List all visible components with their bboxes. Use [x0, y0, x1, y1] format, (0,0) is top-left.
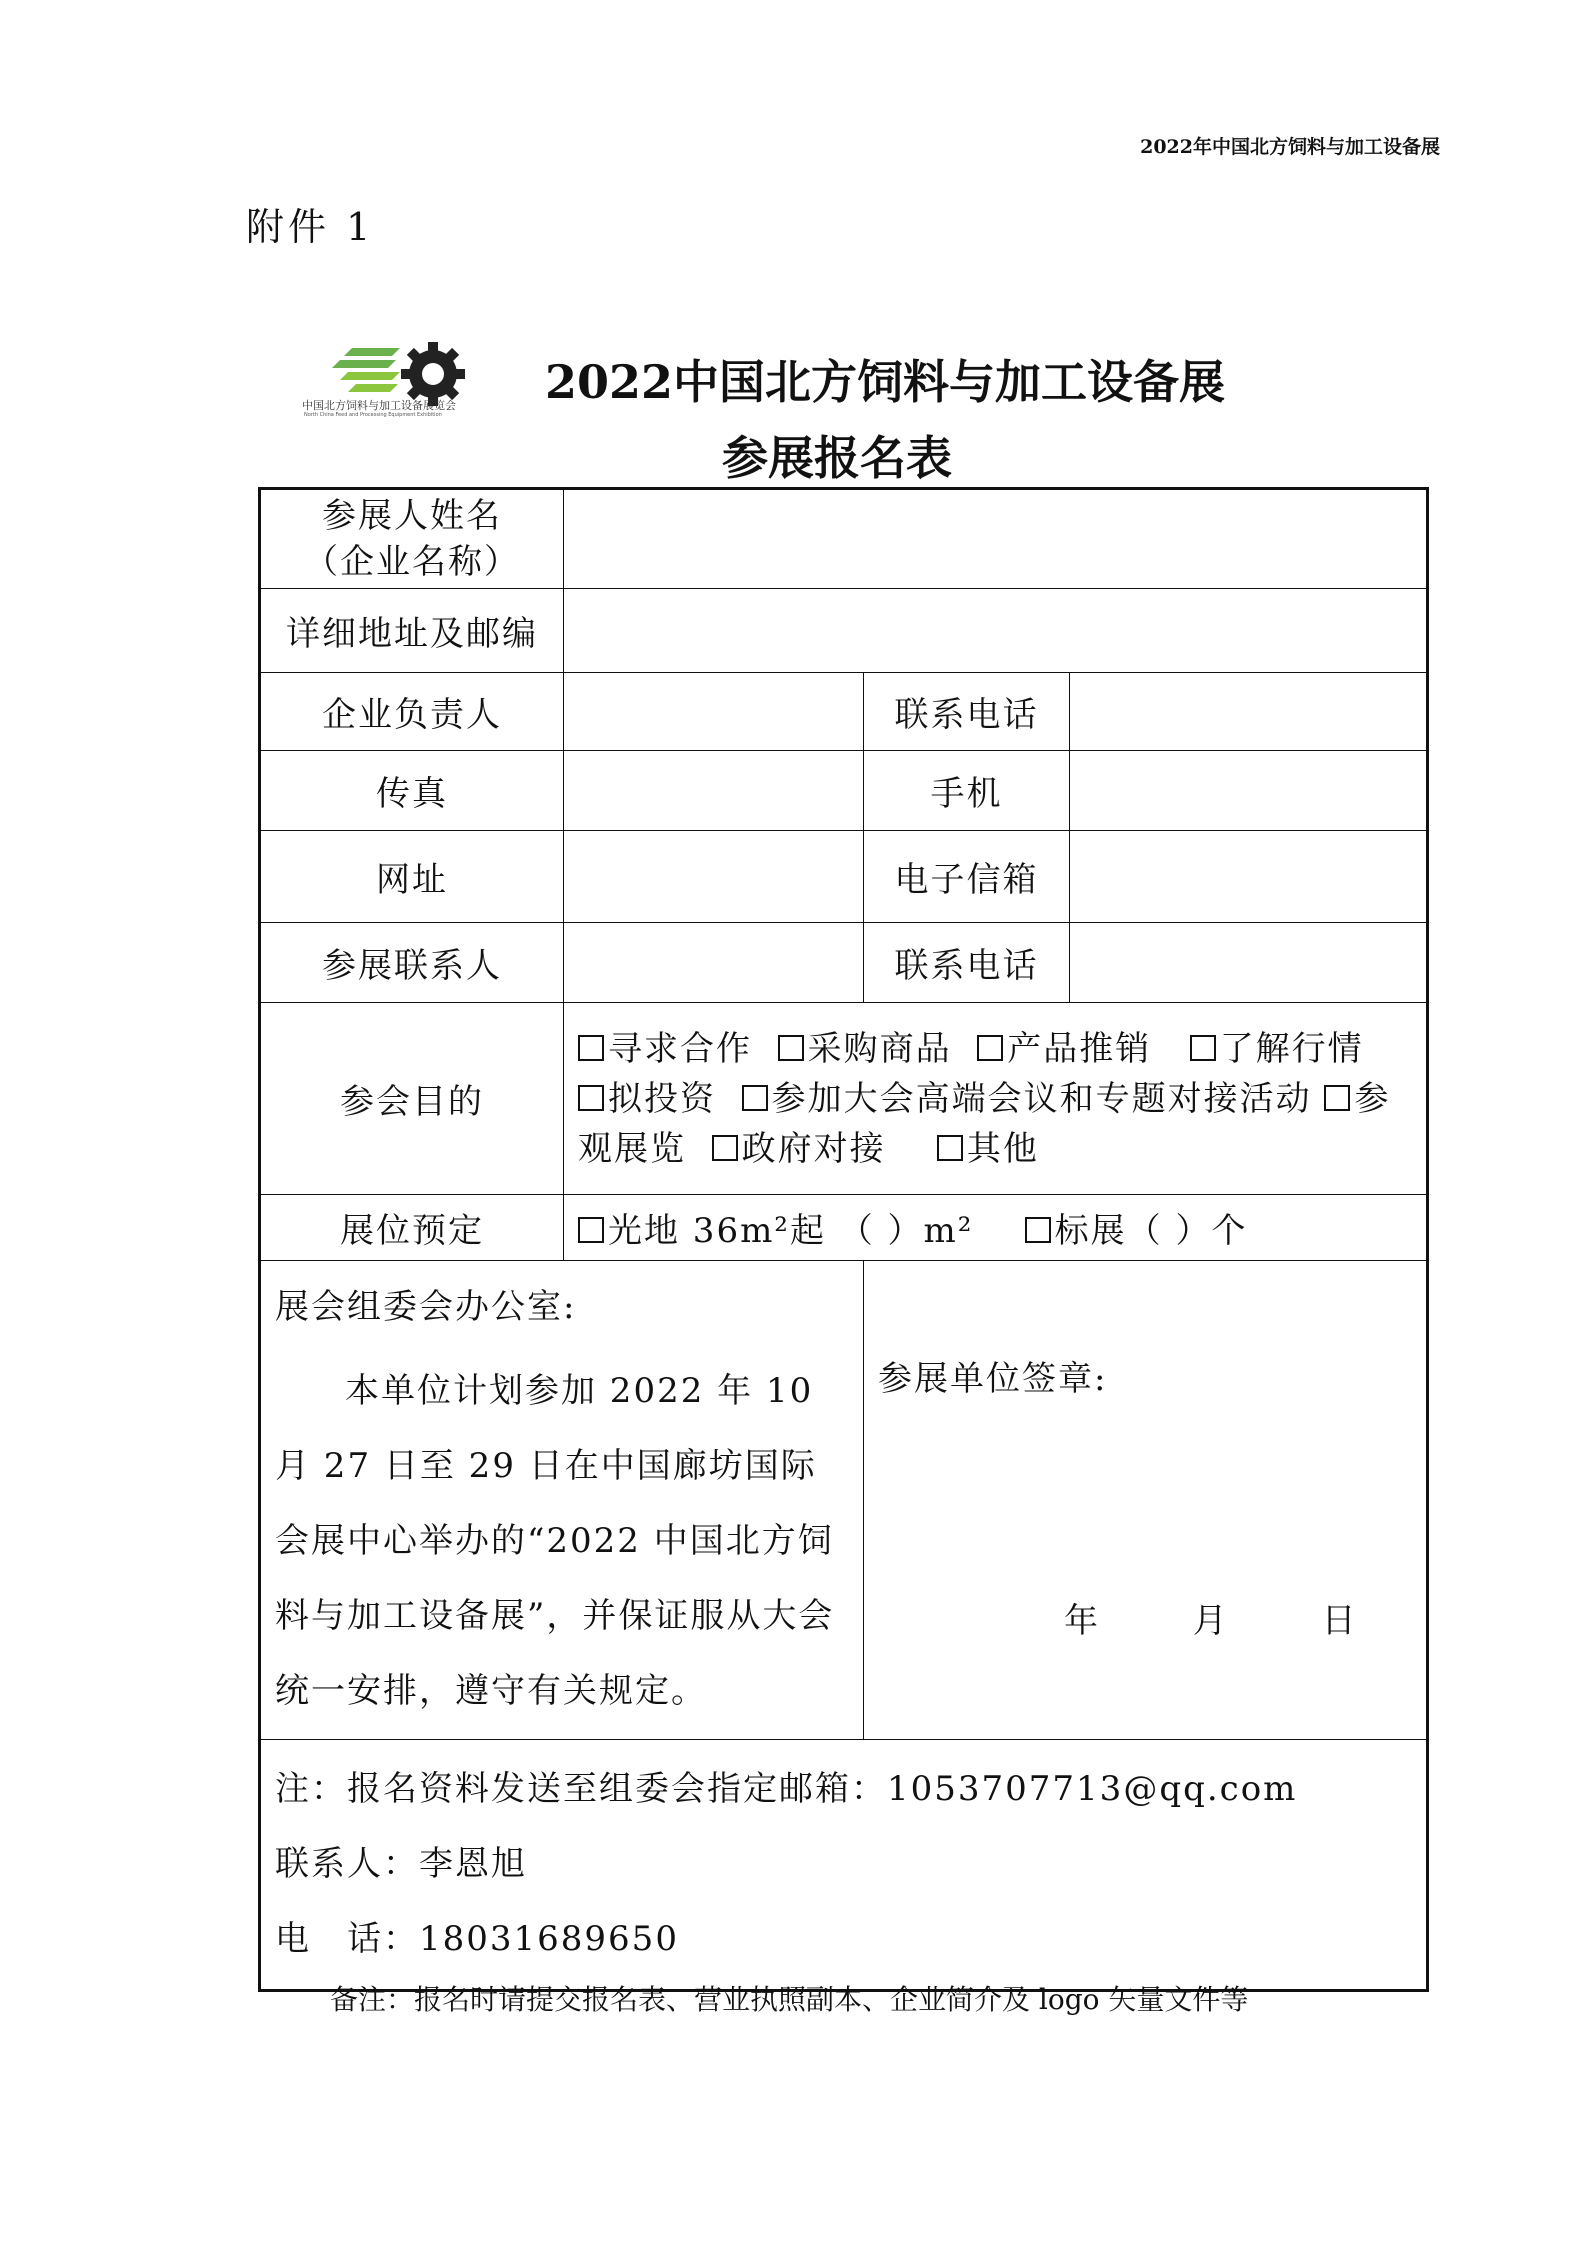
fax-field[interactable]: [564, 751, 864, 831]
mobile-label: 手机: [864, 751, 1070, 831]
note-phone: 电 话：18031689650: [275, 1919, 679, 1959]
checkbox-icon[interactable]: [1025, 1217, 1051, 1243]
checkbox-icon[interactable]: [712, 1135, 738, 1161]
checkbox-icon[interactable]: [1190, 1035, 1216, 1061]
contact-phone-label: 联系电话: [864, 923, 1070, 1003]
attachment-label: 附件 1: [246, 205, 375, 249]
booth-options: [564, 1195, 1428, 1261]
contact-person-field[interactable]: [564, 923, 864, 1003]
document-subtitle: 参展报名表: [722, 431, 952, 485]
header-title: 2022年中国北方饲料与加工设备展: [1140, 136, 1440, 158]
company-head-field[interactable]: [564, 673, 864, 751]
purpose-option-visit[interactable]: 参观展览: [578, 1078, 1391, 1169]
exhibitor-name-field[interactable]: [564, 489, 1428, 589]
form-row-booth: [260, 1195, 1428, 1261]
signature-cell[interactable]: [864, 1261, 1428, 1740]
document-title: 2022中国北方饲料与加工设备展: [545, 355, 1226, 409]
website-label: 网址: [260, 831, 564, 923]
purpose-option-purchase[interactable]: 采购商品: [778, 1029, 952, 1069]
checkbox-icon[interactable]: [742, 1085, 768, 1111]
checkbox-icon[interactable]: [977, 1035, 1003, 1061]
contact-note-cell: [260, 1740, 1428, 1991]
form-row-purpose: [260, 1003, 1428, 1195]
form-row-note: [260, 1740, 1428, 1991]
registration-form: [258, 487, 1429, 1992]
checkbox-icon[interactable]: [578, 1035, 604, 1061]
note-contact: 联系人：李恩旭: [275, 1844, 527, 1884]
head-phone-label: 联系电话: [864, 673, 1070, 751]
purpose-option-invest[interactable]: 拟投资: [578, 1079, 716, 1119]
organizer-office-cell: [260, 1261, 864, 1740]
website-field[interactable]: [564, 831, 864, 923]
address-field[interactable]: [564, 589, 1428, 673]
form-row-fax: [260, 751, 1428, 831]
checkbox-icon[interactable]: [778, 1035, 804, 1061]
form-row-declaration: [260, 1261, 1428, 1740]
purpose-option-government[interactable]: 政府对接: [712, 1129, 886, 1169]
head-phone-field[interactable]: [1070, 673, 1428, 751]
checkbox-icon[interactable]: [578, 1085, 604, 1111]
booth-option-raw-space[interactable]: 光地 36m²起 （ ）m²: [578, 1211, 973, 1251]
signature-date: 年 月 日: [1064, 1601, 1358, 1641]
purpose-option-promotion[interactable]: 产品推销: [977, 1029, 1151, 1069]
checkbox-icon[interactable]: [937, 1135, 963, 1161]
form-row-address: [260, 589, 1428, 673]
address-label: 详细地址及邮编: [260, 589, 564, 673]
organizer-office-title: 展会组委会办公室:: [275, 1287, 577, 1327]
mobile-field[interactable]: [1070, 751, 1428, 831]
declaration-text: 本单位计划参加 2022 年 10 月 27 日至 29 日在中国廊坊国际会展中心举办的“2022 中国北方饲料与加工设备展”，并保证服从大会统一安排，遵守有关规定。: [275, 1371, 835, 1711]
purpose-label: 参会目的: [260, 1003, 564, 1195]
booth-option-standard[interactable]: 标展（ ）个: [1025, 1211, 1248, 1251]
purpose-option-other[interactable]: 其他: [937, 1129, 1039, 1169]
checkbox-icon[interactable]: [1324, 1085, 1350, 1111]
fax-label: 传真: [260, 751, 564, 831]
form-row-name: [260, 489, 1428, 589]
purpose-option-market[interactable]: 了解行情: [1190, 1029, 1364, 1069]
speed-lines-icon: [332, 348, 400, 392]
logo-caption: 中国北方饲料与加工设备展览会: [302, 399, 456, 412]
form-row-web: [260, 831, 1428, 923]
logo-subcaption: North China Feed and Processing Equipment Exhibition: [304, 412, 442, 418]
booth-label: 展位预定: [260, 1195, 564, 1261]
form-row-head: [260, 673, 1428, 751]
purpose-option-conference[interactable]: 参加大会高端会议和专题对接活动: [742, 1079, 1312, 1119]
email-label: 电子信箱: [864, 831, 1070, 923]
company-head-label: 企业负责人: [260, 673, 564, 751]
footer-note: 备注：报名时请提交报名表、营业执照副本、企业简介及 logo 矢量文件等: [330, 1983, 1249, 2016]
email-field[interactable]: [1070, 831, 1428, 923]
exhibitor-name-label-line1: 参展人姓名: [322, 496, 502, 536]
exhibitor-name-label: [260, 489, 564, 589]
contact-person-label: 参展联系人: [260, 923, 564, 1003]
signature-label: 参展单位签章:: [878, 1359, 1108, 1399]
checkbox-icon[interactable]: [578, 1217, 604, 1243]
note-email: 注：报名资料发送至组委会指定邮箱：1053707713@qq.com: [275, 1769, 1298, 1809]
form-row-contact: [260, 923, 1428, 1003]
contact-phone-field[interactable]: [1070, 923, 1428, 1003]
purpose-option-cooperation[interactable]: 寻求合作: [578, 1029, 752, 1069]
purpose-options: [564, 1003, 1428, 1195]
exhibitor-name-label-line2: （企业名称）: [304, 542, 520, 582]
